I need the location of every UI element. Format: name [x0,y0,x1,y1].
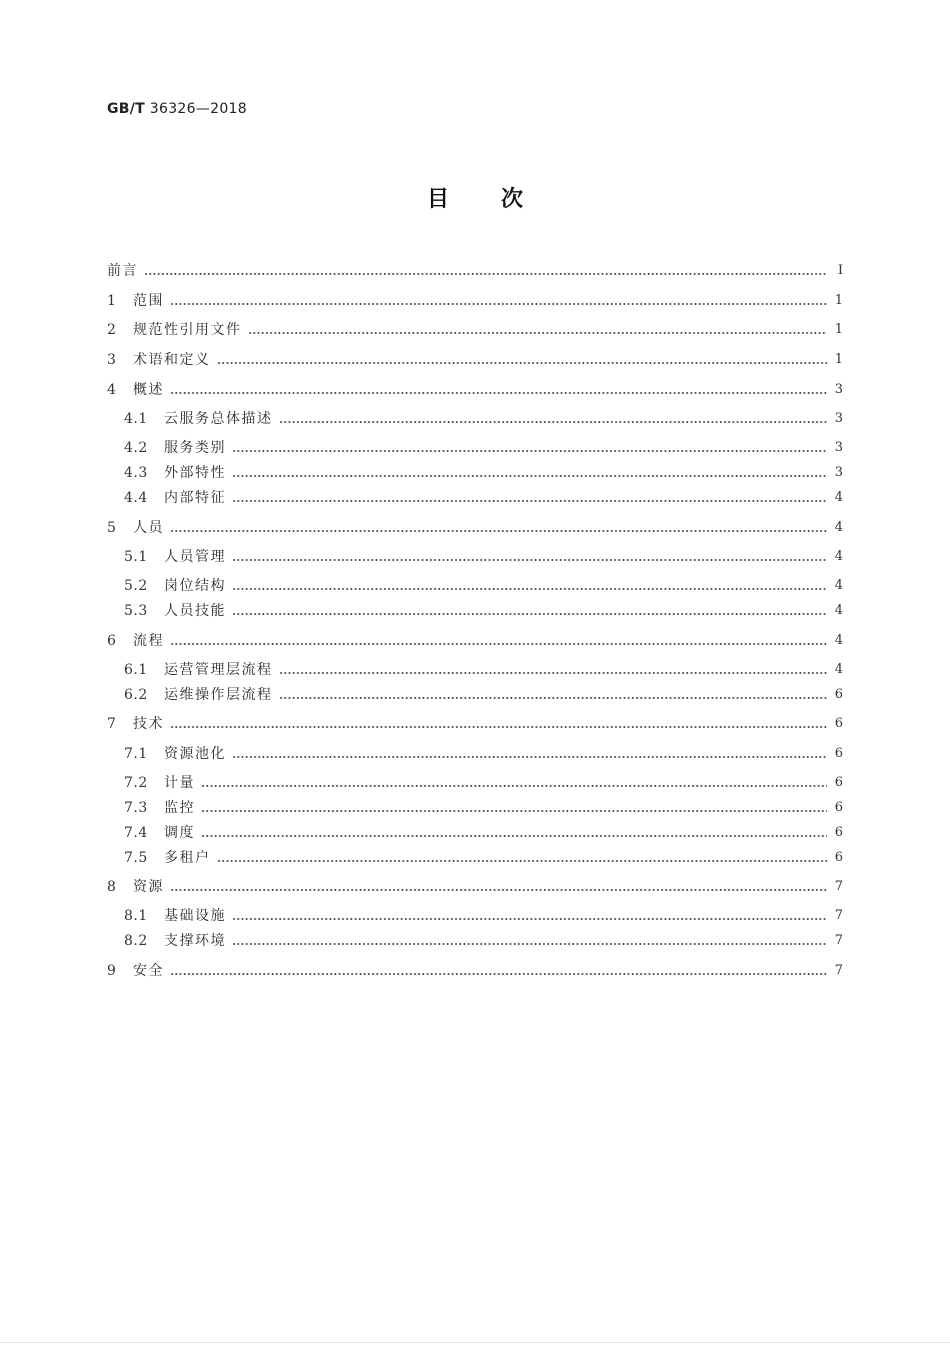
toc-entry-page: 4 [834,578,843,593]
toc-entry[interactable] [107,601,843,621]
toc-entry[interactable] [107,518,843,538]
toc-entry-page: 6 [834,716,843,731]
toc-leader-dots [170,961,827,981]
toc-entry-number: 6.2 [124,687,148,703]
toc-entry-number: 6 [107,633,117,649]
toc-entry-label: 计量 [164,775,195,791]
toc-entry-page: 3 [834,411,843,426]
toc-entry[interactable] [107,798,843,818]
toc-entry-number: 2 [107,322,117,338]
toc-entry[interactable] [107,438,843,458]
toc-entry[interactable] [107,961,843,981]
toc-entry-number: 7 [107,716,117,732]
toc-leader-dots [170,631,827,651]
toc-entry[interactable] [107,261,843,281]
toc-leader-dots [144,261,827,281]
toc-entry[interactable] [107,931,843,951]
toc-leader-dots [279,660,828,680]
toc-leader-dots [279,409,828,429]
toc-entry-page: 6 [834,746,843,761]
toc-entry-page: 4 [834,490,843,505]
toc-leader-dots [232,601,827,621]
toc-entry[interactable] [107,631,843,651]
toc-entry[interactable] [107,576,843,596]
toc-entry-number: 9 [107,963,117,979]
toc-entry-number: 7.1 [124,746,148,762]
toc-entry-page: 6 [834,775,843,790]
toc-entry-page: 1 [834,352,843,367]
toc-entry-page: 4 [834,549,843,564]
toc-entry-page: 1 [834,322,843,337]
toc-entry[interactable] [107,744,843,764]
toc-entry-number: 4.3 [124,465,148,481]
toc-leader-dots [201,773,827,793]
toc-entry-page: 7 [834,908,843,923]
toc-entry-page: 4 [834,520,843,535]
toc-entry-label: 运维操作层流程 [164,687,273,703]
toc-entry[interactable] [107,320,843,340]
toc-entry-page: 6 [834,687,843,702]
toc-entry-label: 概述 [133,382,164,398]
toc-entry[interactable] [107,291,843,311]
toc-entry[interactable] [107,848,843,868]
toc-entry-label: 内部特征 [164,490,226,506]
toc-entry[interactable] [107,685,843,705]
toc-entry-label: 前言 [107,263,138,279]
toc-leader-dots [201,798,827,818]
toc-entry-label: 流程 [133,633,164,649]
toc-leader-dots [170,877,827,897]
toc-entry-page: 3 [834,465,843,480]
toc-entry-label: 术语和定义 [133,352,211,368]
toc-entry[interactable] [107,488,843,508]
toc-entry-page: Ⅰ [837,263,843,278]
toc-entry-page: 4 [834,633,843,648]
toc-entry-page: 7 [834,933,843,948]
toc-leader-dots [248,320,828,340]
toc-entry-label: 人员管理 [164,549,226,565]
page-title: 目次 [426,187,575,212]
toc-entry-number: 3 [107,352,117,368]
toc-entry-label: 云服务总体描述 [164,411,273,427]
toc-entry[interactable] [107,380,843,400]
toc-entry-label: 支撑环境 [164,933,226,949]
toc-leader-dots [217,350,828,370]
toc-entry-label: 技术 [133,716,164,732]
toc-entry-number: 4.4 [124,490,148,506]
toc-entry[interactable] [107,877,843,897]
toc-entry-page: 4 [834,662,843,677]
toc-entry[interactable] [107,773,843,793]
toc-leader-dots [170,380,827,400]
toc-entry-number: 5.2 [124,578,148,594]
toc-entry[interactable] [107,660,843,680]
toc-entry-page: 3 [834,440,843,455]
toc-entry-label: 规范性引用文件 [133,322,242,338]
toc-leader-dots [232,547,827,567]
toc-entry-page: 6 [834,850,843,865]
toc-entry-number: 4.2 [124,440,148,456]
toc-entry-label: 安全 [133,963,164,979]
toc-leader-dots [279,685,828,705]
toc-leader-dots [232,576,827,596]
toc-leader-dots [232,931,827,951]
toc-entry-label: 资源 [133,879,164,895]
toc-entry-page: 4 [834,603,843,618]
toc-entry-number: 1 [107,293,117,309]
toc-leader-dots [170,291,827,311]
toc-entry-label: 调度 [164,825,195,841]
toc-entry-page: 6 [834,800,843,815]
toc-leader-dots [217,848,828,868]
toc-leader-dots [170,714,827,734]
toc-entry-number: 7.5 [124,850,148,866]
toc-entry-number: 7.3 [124,800,148,816]
toc-entry[interactable] [107,463,843,483]
toc-leader-dots [232,744,827,764]
toc-entry-number: 8.1 [124,908,148,924]
toc-entry-label: 范围 [133,293,164,309]
toc-entry[interactable] [107,350,843,370]
toc-entry-number: 7.4 [124,825,148,841]
toc-entry-label: 人员技能 [164,603,226,619]
toc-entry-number: 5.3 [124,603,148,619]
toc-entry[interactable] [107,409,843,429]
toc-entry-page: 6 [834,825,843,840]
toc-leader-dots [232,488,827,508]
toc-entry-label: 运营管理层流程 [164,662,273,678]
toc-entry-label: 监控 [164,800,195,816]
toc-leader-dots [232,438,827,458]
toc-entry-number: 8.2 [124,933,148,949]
toc-entry-label: 外部特性 [164,465,226,481]
toc-entry-number: 6.1 [124,662,148,678]
toc-entry-label: 服务类别 [164,440,226,456]
toc-entry[interactable] [107,823,843,843]
toc-leader-dots [232,463,827,483]
toc-entry-number: 4 [107,382,117,398]
toc-entry-number: 4.1 [124,411,148,427]
toc-entry-label: 人员 [133,520,164,536]
document-code-prefix: GB/T [107,101,146,117]
toc-entry-number: 8 [107,879,117,895]
toc-entry-number: 5 [107,520,117,536]
toc-entry-number: 7.2 [124,775,148,791]
toc-entry-label: 资源池化 [164,746,226,762]
toc-entry-page: 7 [834,879,843,894]
toc-entry[interactable] [107,714,843,734]
toc-entry-page: 1 [834,293,843,308]
document-code-number: 36326—2018 [145,101,247,117]
page-bottom-rule [0,1342,950,1343]
toc-entry-page: 7 [834,963,843,978]
toc-entry-label: 基础设施 [164,908,226,924]
toc-entry-label: 多租户 [164,850,211,866]
toc-leader-dots [232,906,827,926]
toc-leader-dots [170,518,827,538]
document-code [107,101,247,117]
toc-entry-label: 岗位结构 [164,578,226,594]
toc-entry[interactable] [107,547,843,567]
toc-entry-number: 5.1 [124,549,148,565]
toc-entry-page: 3 [834,382,843,397]
toc-entry[interactable] [107,906,843,926]
toc-leader-dots [201,823,827,843]
